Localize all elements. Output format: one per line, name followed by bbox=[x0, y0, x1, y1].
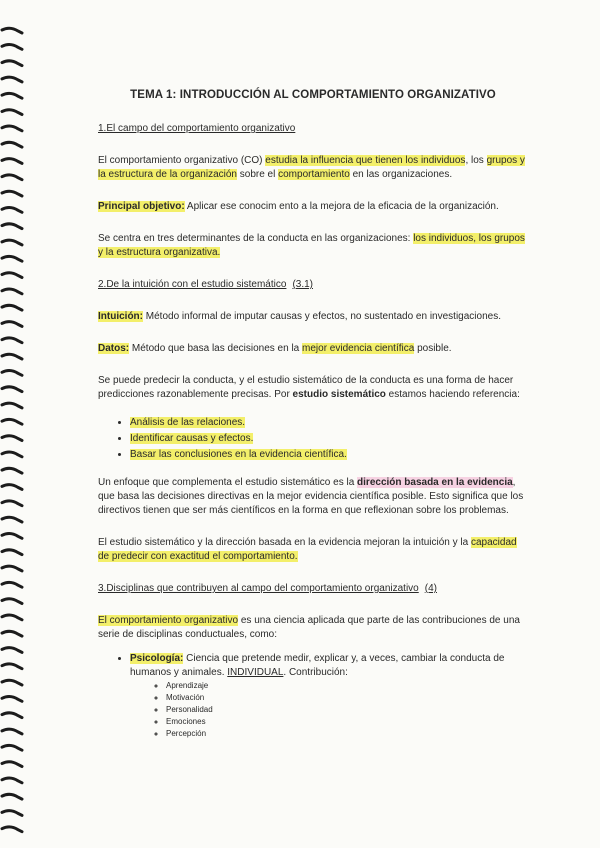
spiral-coil bbox=[2, 468, 22, 473]
spiral-coil bbox=[2, 762, 22, 767]
spiral-coil bbox=[2, 240, 22, 245]
spiral-coil bbox=[2, 338, 22, 343]
spiral-coil bbox=[2, 93, 22, 98]
spiral-coil bbox=[2, 305, 22, 310]
spiral-coil bbox=[2, 599, 22, 604]
spiral-coil bbox=[2, 778, 22, 783]
spiral-coil bbox=[2, 582, 22, 587]
paragraph-disciplines: El comportamiento organizativo es una ciencia aplicada que parte de las contribuciones de una serie de disciplinas conductuales, como: bbox=[98, 615, 520, 640]
paragraph-prediction: Se puede predecir la conducta, y el estudio sistemático de la conducta es una forma de hacer predicciones razonablemente precisas. Por estudio sistemático estamos haciendo referencia: bbox=[98, 375, 520, 400]
list-item: • Basar las conclusiones en la evidencia científica. bbox=[130, 448, 528, 462]
disciplines-list bbox=[98, 652, 528, 740]
psychology-contributions bbox=[130, 680, 528, 740]
spiral-coil bbox=[2, 191, 22, 196]
paragraph-data: Datos: Método que basa las decisiones en la mejor evidencia científica posible. bbox=[98, 343, 452, 354]
spiral-coil bbox=[2, 550, 22, 555]
list-item: ◦ Emociones bbox=[166, 716, 528, 728]
section-3-heading: 3.Disciplinas que contribuyen al campo del comportamiento organizativo (4) bbox=[98, 583, 437, 594]
spiral-coil bbox=[2, 501, 22, 506]
spiral-coil bbox=[2, 566, 22, 571]
spiral-coil bbox=[2, 289, 22, 294]
spiral-coil bbox=[2, 452, 22, 457]
spiral-coil bbox=[2, 256, 22, 261]
spiral-coil bbox=[2, 648, 22, 653]
paragraph-co-definition: El comportamiento organizativo (CO) estudia la influencia que tienen los individuos, los grupos y la estructura de la organización sobre el comportamiento en las organizaciones. bbox=[98, 155, 525, 180]
spiral-coil bbox=[2, 485, 22, 490]
spiral-coil bbox=[2, 697, 22, 702]
spiral-coil bbox=[2, 142, 22, 147]
spiral-coil bbox=[2, 811, 22, 816]
spiral-coil bbox=[2, 28, 22, 33]
list-item: • Identificar causas y efectos. bbox=[130, 432, 528, 446]
spiral-coil bbox=[2, 664, 22, 669]
spiral-coil bbox=[2, 745, 22, 750]
paragraph-objective: Principal objetivo: Aplicar ese conocim ento a la mejora de la eficacia de la organización. bbox=[98, 201, 499, 212]
section-1-heading: 1.El campo del comportamiento organizativo bbox=[98, 123, 296, 134]
spiral-coil bbox=[2, 713, 22, 718]
list-item: ◦ Personalidad bbox=[166, 704, 528, 716]
spiral-coil bbox=[2, 371, 22, 376]
paragraph-determinants: Se centra en tres determinantes de la conducta en las organizaciones: los individuos, los grupos y la estructura organizativa. bbox=[98, 233, 525, 258]
spiral-coil bbox=[2, 631, 22, 636]
list-item-psychology: • Psicología: Ciencia que pretende medir, explicar y, a veces, cambiar la conducta de humanos y animales. INDIVIDUAL. Contribución: ◦ Aprendizaje ◦ Motivación ◦ Personalidad ◦ Emociones ◦ Percepción bbox=[130, 652, 528, 740]
spiral-coil bbox=[2, 159, 22, 164]
spiral-coil bbox=[2, 729, 22, 734]
notebook-spiral-binding bbox=[0, 0, 30, 848]
paragraph-improvement: El estudio sistemático y la dirección basada en la evidencia mejoran la intuición y la capacidad de predecir con exactitud el comportamiento. bbox=[98, 537, 517, 562]
section-2-heading: 2.De la intuición con el estudio sistemático (3.1) bbox=[98, 279, 313, 290]
paragraph-intuition: Intuición: Método informal de imputar causas y efectos, no sustentado en investigaciones. bbox=[98, 311, 501, 322]
spiral-coil bbox=[2, 110, 22, 115]
list-item: ◦ Aprendizaje bbox=[166, 680, 528, 692]
spiral-coil bbox=[2, 827, 22, 832]
systematic-study-list bbox=[98, 416, 528, 462]
page-title: TEMA 1: INTRODUCCIÓN AL COMPORTAMIENTO ORGANIZATIVO bbox=[130, 89, 496, 101]
spiral-coil bbox=[2, 208, 22, 213]
spiral-coil bbox=[2, 419, 22, 424]
list-item: ◦ Motivación bbox=[166, 692, 528, 704]
spiral-coil bbox=[2, 403, 22, 408]
spiral-coil bbox=[2, 534, 22, 539]
spiral-coil bbox=[2, 615, 22, 620]
document-page bbox=[98, 88, 528, 740]
list-item: ◦ Percepción bbox=[166, 728, 528, 740]
spiral-coil bbox=[2, 680, 22, 685]
list-item: • Análisis de las relaciones. bbox=[130, 416, 528, 430]
spiral-coil bbox=[2, 61, 22, 66]
spiral-coil bbox=[2, 354, 22, 359]
spiral-coil bbox=[2, 387, 22, 392]
spiral-coil bbox=[2, 273, 22, 278]
spiral-coil bbox=[2, 224, 22, 229]
spiral-coil bbox=[2, 126, 22, 131]
spiral-coil bbox=[2, 45, 22, 50]
handwritten-note: (4) bbox=[424, 583, 437, 594]
spiral-coil bbox=[2, 794, 22, 799]
spiral-coil bbox=[2, 322, 22, 327]
spiral-coil bbox=[2, 77, 22, 82]
spiral-coil bbox=[2, 175, 22, 180]
handwritten-note: (3.1) bbox=[292, 279, 313, 290]
spiral-coil bbox=[2, 517, 22, 522]
paragraph-evidence-approach: Un enfoque que complementa el estudio sistemático es la dirección basada en la evidencia, que basa las decisiones directivas en la mejor evidencia científica posible. Esto significa que los directivos tienen que ser más científicos en la forma en que reflexionan sobre los problemas. bbox=[98, 477, 524, 516]
spiral-coil bbox=[2, 436, 22, 441]
